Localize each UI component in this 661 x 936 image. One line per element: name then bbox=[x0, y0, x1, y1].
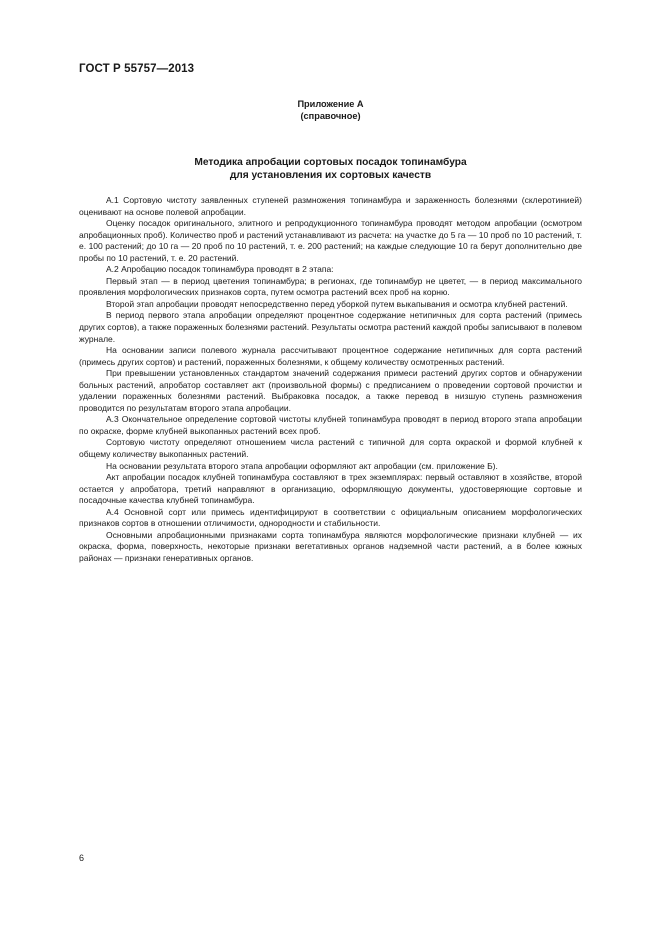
paragraph: А.4 Основной сорт или примесь идентифицируют в соответствии с официальным описанием морфологических признаков сортов в отношении отличимости, однородности и стабильности. bbox=[79, 506, 582, 529]
paragraph: А.3 Окончательное определение сортовой чистоты клубней топинамбура проводят в период второго этапа апробации по окраске, форме клубней выкопанных растений всех проб. bbox=[79, 414, 582, 436]
page-number: 6 bbox=[79, 853, 85, 863]
paragraph: Акт апробации посадок клубней топинамбура составляют в трех экземплярах: первый оставляют в хозяйстве, второй остается у апробатора, третий направляют в организацию, оформляющую документы, удостоверяющие сортовые и посадочные качества клубней топинамбура. bbox=[79, 472, 582, 506]
paragraph: Сортовую чистоту определяют отношением числа растений с типичной для сорта окраской и формой клубней к общему количеству выкопанных растений. bbox=[79, 437, 582, 460]
paragraph: В период первого этапа апробации определяют процентное содержание нетипичных для сорта растений (примесь других сортов), а также пораженных болезнями растений. Результаты осмотра растений каждой пробы записывают в полевом журнале. bbox=[79, 310, 582, 344]
paragraph: Первый этап — в период цветения топинамбура; в регионах, где топинамбур не цветет, — в период максимального проявления морфологических признаков сорта, путем осмотра растений всех проб на корню. bbox=[79, 275, 582, 298]
section-title-line-2: для установления их сортовых качеств bbox=[229, 169, 432, 181]
document-code: ГОСТ Р 55757—2013 bbox=[79, 63, 195, 75]
section-title bbox=[0, 157, 661, 182]
paragraph: А.1 Сортовую чистоту заявленных ступеней размножения топинамбура и зараженность болезнями (склеротинией) оценивают на основе полевой апробации. bbox=[79, 195, 582, 217]
paragraph: На основании результата второго этапа апробации оформляют акт апробации (см. приложение Б). bbox=[106, 460, 498, 471]
paragraph: Основными апробационными признаками сорта топинамбура являются морфологические признаки клубней — их окраска, форма, поверхность, некоторые признаки вегетативных органов надземной части растений, а в более южных районах — признаки генеративных органов. bbox=[79, 529, 582, 563]
paragraph: На основании записи полевого журнала рассчитывают процентное содержание нетипичных для сорта растений (примесь других сортов) и растений, пораженных болезнями, к общему количеству осмотренных растений. bbox=[79, 345, 582, 367]
annex-type: (справочное) bbox=[300, 111, 361, 121]
paragraph: А.2 Апробацию посадок топинамбура проводят в 2 этапа: bbox=[106, 264, 334, 275]
paragraph: При превышении установленных стандартом значений содержания примеси растений других сортов и обнаружении больных растений, апробатор составляет акт (произвольной формы) с предписанием о проведении сортовой прочистки и удалении пораженных болезнями растений. Выбраковка посадок, а также перевод в низшую ступень размножения проводится по результатам второго этапа апробации. bbox=[79, 368, 582, 413]
section-title-line-1: Методика апробации сортовых посадок топинамбура bbox=[194, 157, 467, 168]
annex-label: Приложение А bbox=[297, 99, 364, 109]
paragraph: Оценку посадок оригинального, элитного и репродукционного топинамбура проводят методом апробации (осмотром апробационных проб). Количество проб и растений устанавливают из расчета: на участке до 5 га — 10 проб по 10 растений, т. е. 100 растений; до 10 га — 20 проб по 10 растений, т. е. 200 растений; на каждые следующие 10 га берут дополнительно две пробы по 10 растений, т. е. 20 растений. bbox=[79, 218, 582, 263]
paragraph: Второй этап апробации проводят непосредственно перед уборкой путем выкапывания и осмотра клубней растений. bbox=[106, 298, 568, 309]
annex-heading bbox=[0, 98, 661, 122]
body-text bbox=[79, 195, 582, 565]
